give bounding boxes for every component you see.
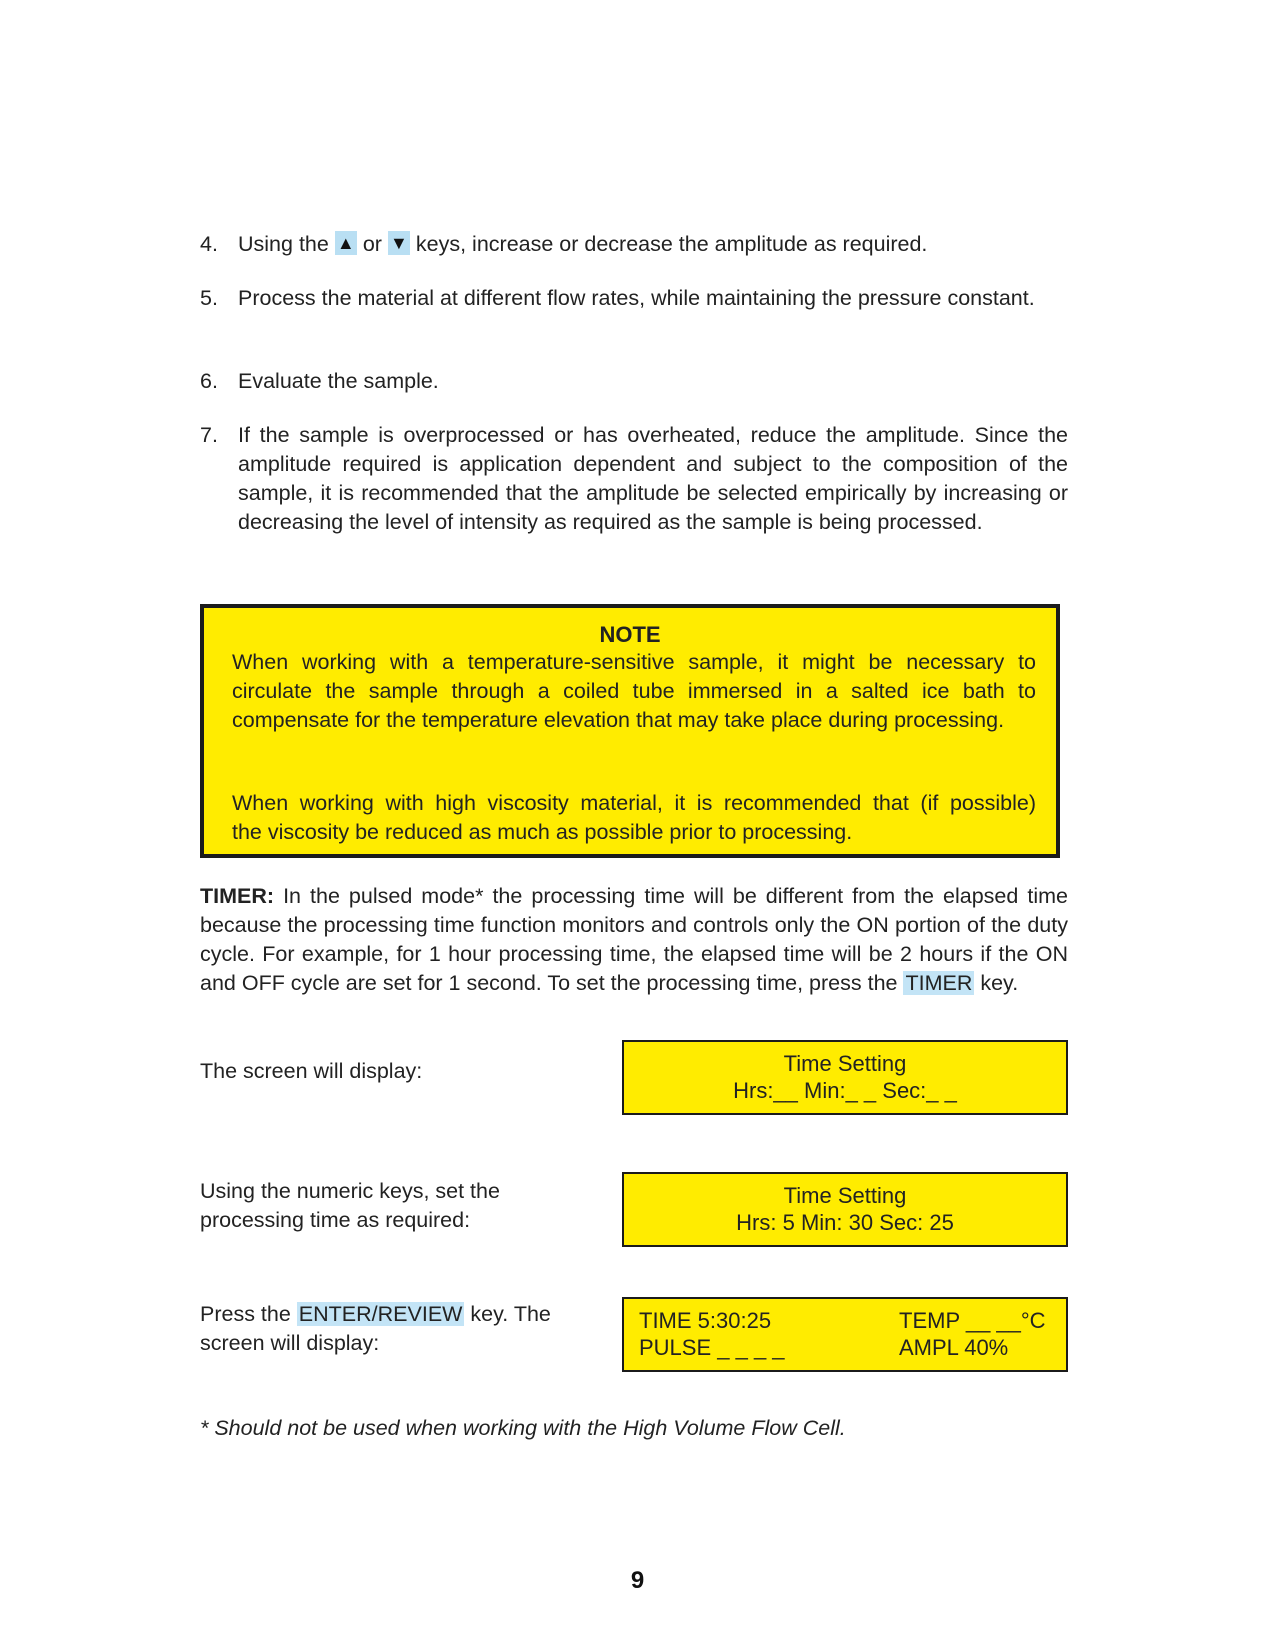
step-text: Process the material at different flow rates, while maintaining the pressure constant. [238, 286, 1035, 310]
lcd-pulse: PULSE _ _ _ _ [639, 1335, 785, 1360]
up-arrow-key-icon: ▲ [335, 231, 357, 255]
timer-heading: TIMER: [200, 884, 275, 908]
step-text: If the sample is overprocessed or has overheated, reduce the amplitude. Since the amplitude required is application dependent and subject to the composition of the sample, it is recommended that the amplitude be selected empirically by increasing or decreasing the level of intensity as required as the sample is being processed. [238, 423, 1068, 534]
list-item-4 [200, 230, 1068, 259]
list-number: 6. [200, 369, 218, 393]
lcd-ampl: AMPL 40% [899, 1335, 1009, 1360]
enter-review-key-label: ENTER/REVIEW [298, 1302, 463, 1326]
note-box [200, 604, 1060, 858]
timer-end: key. [974, 971, 1019, 995]
lcd-display-time-setting-filled [622, 1172, 1068, 1247]
note-paragraph-2-line-1: When working with high viscosity material, it is recommended that (if possible) [232, 791, 1036, 815]
lcd-line-1: Time Setting [783, 1051, 907, 1076]
lcd-line-2: Hrs:__ Min:_ _ Sec:_ _ [733, 1078, 957, 1103]
list-number: 4. [200, 232, 218, 256]
timer-paragraph [200, 882, 1068, 998]
display-instruction-2 [200, 1177, 600, 1235]
note-paragraph-1: When working with a temperature-sensitive sample, it might be necessary to circulate the sample through a coiled tube immersed in a salted ice bath to compensate for the temperature elevation that may take place during processing. [232, 650, 1036, 732]
display-instruction-3 [200, 1300, 600, 1358]
step-text: Using the [238, 232, 329, 256]
lcd-line-2: Hrs: 5 Min: 30 Sec: 25 [736, 1210, 954, 1235]
list-number: 7. [200, 423, 218, 447]
instruction-line-1: Using the numeric keys, set the [200, 1179, 500, 1203]
list-item-7 [200, 421, 1068, 537]
timer-body: In the pulsed mode* the processing time will be different from the elapsed time because the processing time function monitors and controls only the ON portion of the duty cycle. For example, for 1 hour processing time, the elapsed time will be 2 hours if the ON and OFF cycle are set for 1 second. To set the processing time, press the [200, 884, 1068, 995]
display-instruction-1: The screen will display: [200, 1059, 423, 1083]
list-item-5 [200, 284, 1068, 313]
instruction-line-2: processing time as required: [200, 1208, 471, 1232]
timer-key-label: TIMER [905, 971, 973, 995]
instruction-text: key. The [464, 1302, 551, 1326]
list-number: 5. [200, 286, 218, 310]
page-number: 9 [630, 1567, 645, 1594]
footnote: * Should not be used when working with the High Volume Flow Cell. [200, 1416, 846, 1440]
instruction-text: Press the [200, 1302, 297, 1326]
note-paragraph-2-line-2: the viscosity be reduced as much as possible prior to processing. [232, 820, 853, 844]
step-text: Evaluate the sample. [238, 369, 439, 393]
step-text-or: or [362, 232, 382, 256]
lcd-time: TIME 5:30:25 [639, 1308, 772, 1333]
lcd-display-time-setting-blank [622, 1040, 1068, 1115]
down-arrow-key-icon: ▼ [388, 231, 410, 255]
lcd-temp: TEMP __ __°C [899, 1308, 1046, 1333]
instruction-line-2: screen will display: [200, 1331, 380, 1355]
note-paragraph-2 [232, 789, 1036, 847]
step-text: keys, increase or decrease the amplitude as required. [415, 232, 928, 256]
list-item-6 [200, 367, 1068, 396]
lcd-line-1: Time Setting [783, 1183, 907, 1208]
lcd-display-status [622, 1297, 1068, 1372]
note-title: NOTE [599, 622, 661, 647]
